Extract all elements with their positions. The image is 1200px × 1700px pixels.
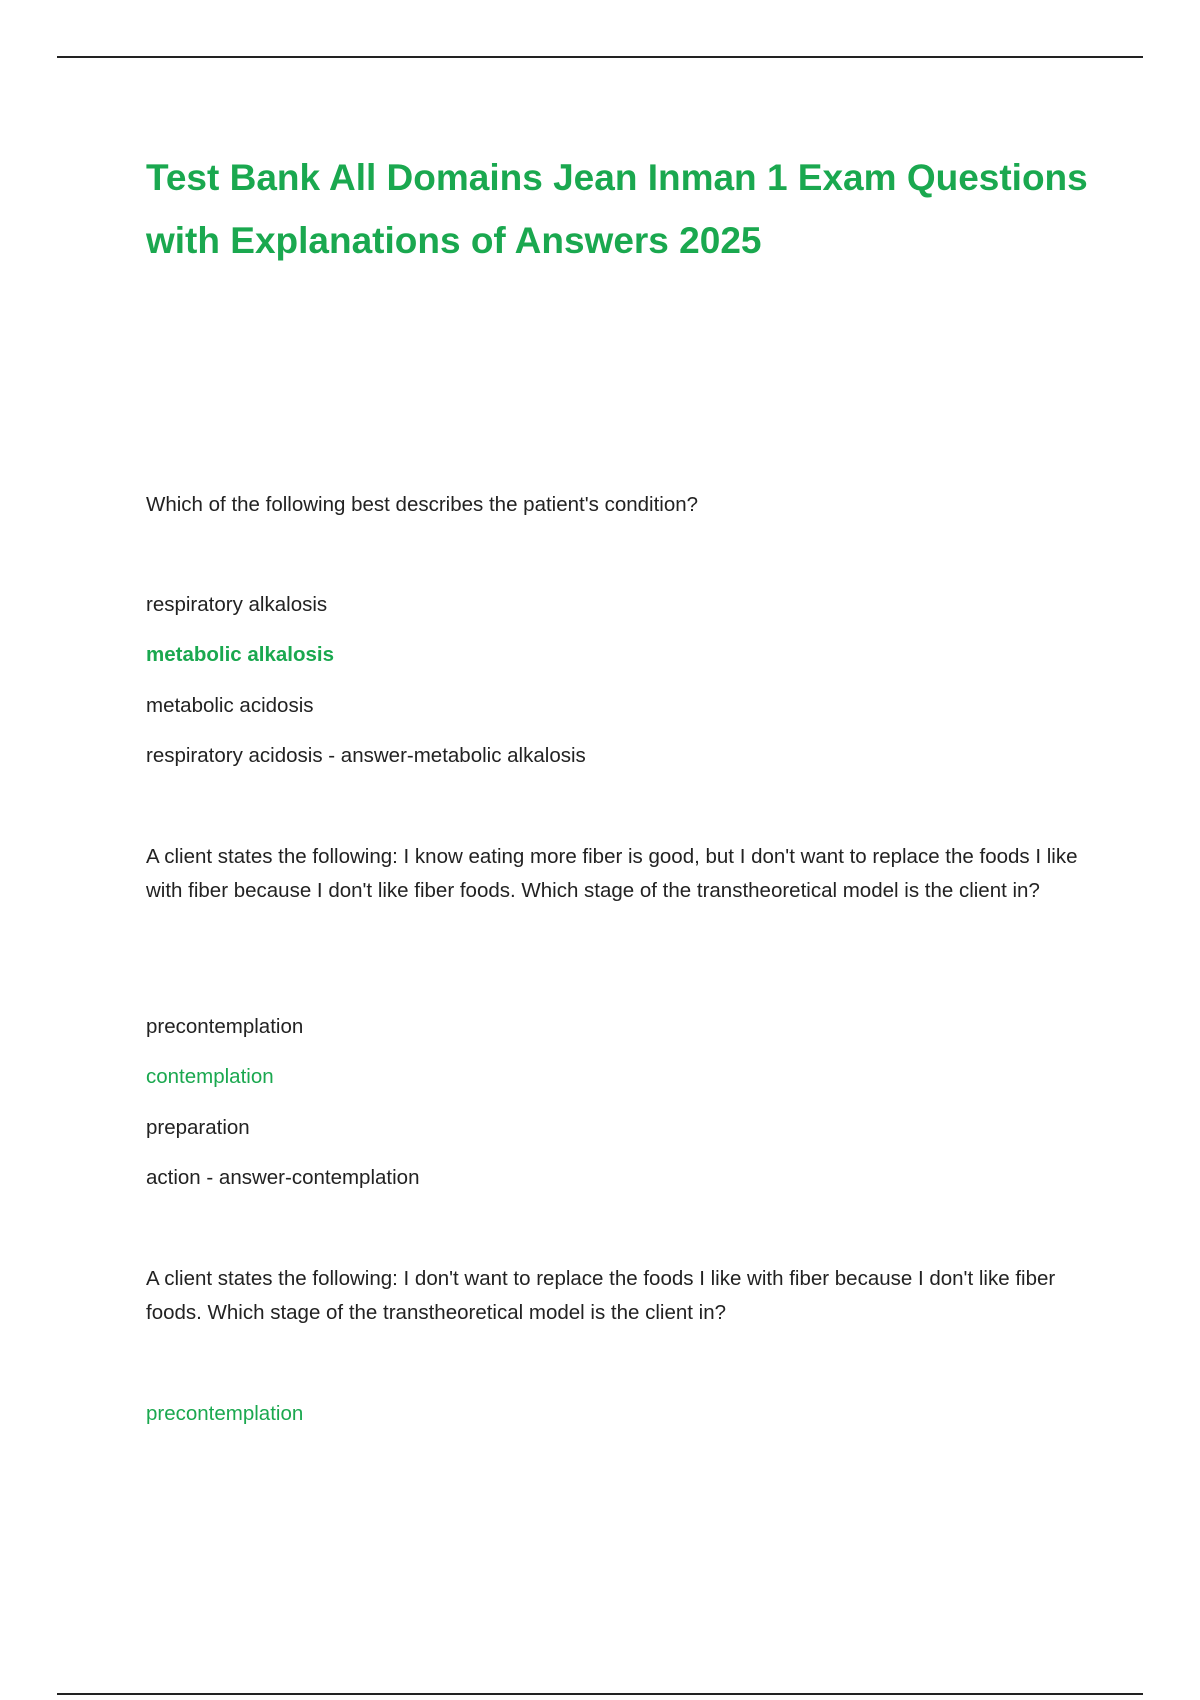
bottom-rule — [57, 1693, 1143, 1695]
question-2-text: A client states the following: I know eating more fiber is good, but I don't want to replace the foods I like with fiber because I don't like fiber foods. Which stage of the transtheoretical model is the client in? — [146, 845, 1078, 902]
question-1-option-2: metabolic alkalosis — [146, 643, 335, 666]
document-title: Test Bank All Domains Jean Inman 1 Exam Questions with Explanations of Answers 2025 — [146, 157, 1088, 261]
question-3-text: A client states the following: I don't want to replace the foods I like with fiber because I don't like fiber foods. Which stage of the transtheoretical model is the client in? — [146, 1267, 1056, 1324]
question-2-option-3: preparation — [146, 1116, 250, 1139]
question-2-option-1: precontemplation — [146, 1015, 304, 1038]
question-2-option-2: contemplation — [146, 1065, 274, 1088]
top-rule — [57, 56, 1143, 58]
question-1-option-4: respiratory acidosis - answer-metabolic alkalosis — [146, 744, 586, 767]
question-1-text: Which of the following best describes the patient's condition? — [146, 493, 699, 516]
question-3-option-1: precontemplation — [146, 1402, 304, 1425]
question-2-option-4: action - answer-contemplation — [146, 1166, 420, 1189]
question-1-option-3: metabolic acidosis — [146, 694, 314, 717]
question-1-option-1: respiratory alkalosis — [146, 593, 328, 616]
